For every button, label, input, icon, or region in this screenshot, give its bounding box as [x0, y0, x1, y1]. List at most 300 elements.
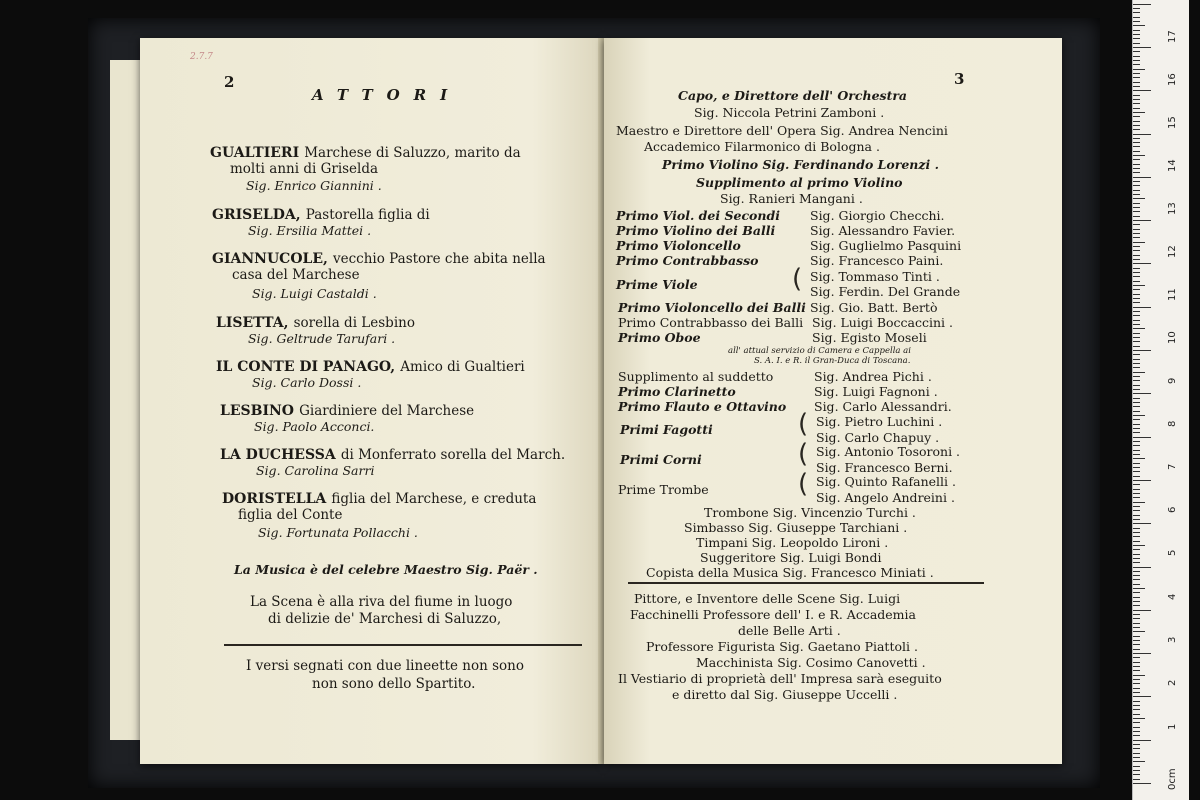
- ruler-tick: [1133, 679, 1140, 680]
- opera-director-line1: Maestro e Direttore dell' Opera Sig. Andrea Nencini: [616, 123, 948, 138]
- ruler-tick: [1133, 657, 1140, 658]
- ruler-tick: [1133, 428, 1140, 429]
- ruler-tick: [1133, 549, 1140, 550]
- ruler-tick: [1133, 393, 1151, 394]
- orchestra-role: Primo Violoncello dei Balli: [618, 300, 806, 315]
- ruler-tick: [1133, 688, 1140, 689]
- ruler-tick: [1133, 82, 1140, 83]
- ruler-tick: [1133, 463, 1140, 464]
- ruler-tick: [1133, 471, 1140, 472]
- ruler-tick: [1133, 696, 1151, 697]
- ruler-tick: [1133, 528, 1140, 529]
- library-stamp: 2.7.7: [190, 52, 213, 62]
- character-name: LISETTA,: [216, 315, 289, 331]
- character-entry: [210, 142, 521, 161]
- ruler-tick: [1133, 731, 1140, 732]
- actor-name: Sig. Fortunata Pollacchi .: [258, 525, 418, 540]
- ruler-tick: [1133, 367, 1140, 368]
- ruler-tick: [1133, 735, 1140, 736]
- ruler-tick: [1133, 116, 1140, 117]
- ruler-tick: [1133, 744, 1140, 745]
- ruler-tick: [1133, 86, 1140, 87]
- orchestra-member: Sig. Carlo Chapuy .: [816, 430, 940, 445]
- ruler-tick: [1133, 134, 1151, 135]
- first-violin: Primo Violino Sig. Ferdinando Lorenzi .: [662, 157, 939, 172]
- character-description: figlia del Marchese, e creduta: [331, 491, 537, 507]
- grouping-brace: (: [798, 409, 809, 439]
- orchestra-role: Primo Clarinetto: [618, 384, 736, 399]
- ruler-tick: [1133, 480, 1151, 481]
- ruler-tick: [1133, 558, 1140, 559]
- ruler-tick: [1133, 320, 1140, 321]
- ruler-number: 12: [1167, 245, 1178, 258]
- ruler-tick: [1133, 168, 1140, 169]
- ruler-tick: [1133, 259, 1140, 260]
- ruler-tick: [1133, 172, 1140, 173]
- opera-director-line2: Accademico Filarmonico di Bologna .: [644, 139, 880, 154]
- ruler-tick: [1133, 666, 1140, 667]
- ruler-tick: [1133, 653, 1151, 654]
- ruler-tick: [1133, 640, 1140, 641]
- ruler-tick: [1133, 25, 1145, 26]
- orchestra-member: Sig. Carlo Alessandri.: [814, 399, 952, 414]
- left-page: [140, 38, 602, 764]
- orchestra-role: Prime Viole: [616, 277, 698, 292]
- ruler-tick: [1133, 302, 1140, 303]
- orchestra-member: Sig. Pietro Luchini .: [816, 414, 943, 429]
- orchestra-role: Prime Trombe: [618, 482, 709, 497]
- ruler-tick: [1133, 328, 1145, 329]
- ruler-tick: [1133, 432, 1140, 433]
- orchestra-director-title: Capo, e Direttore dell' Orchestra: [678, 88, 908, 103]
- ruler-tick: [1133, 51, 1140, 52]
- ruler-tick: [1133, 398, 1140, 399]
- actor-name: Sig. Paolo Acconci.: [254, 419, 375, 434]
- ruler-tick: [1133, 216, 1140, 217]
- ruler-number: 7: [1167, 463, 1178, 470]
- character-name: LESBINO: [220, 403, 294, 419]
- ruler-number: 4: [1167, 593, 1178, 600]
- ruler-tick: [1133, 523, 1151, 524]
- character-entry: [222, 488, 536, 507]
- ruler-tick: [1133, 770, 1140, 771]
- page-heading: ATTORI: [312, 86, 462, 104]
- character-name: DORISTELLA: [222, 491, 327, 507]
- character-description-cont: figlia del Conte: [238, 507, 343, 523]
- ruler-tick: [1133, 103, 1140, 104]
- ruler-tick: [1133, 112, 1145, 113]
- ruler-tick: [1133, 359, 1140, 360]
- divider-rule: [224, 644, 582, 646]
- character-description: Giardiniere del Marchese: [299, 403, 475, 419]
- ruler-tick: [1133, 333, 1140, 334]
- ruler-tick: [1133, 584, 1140, 585]
- ruler-tick: [1133, 380, 1140, 381]
- orchestra-member: Sig. Alessandro Favier.: [810, 223, 956, 238]
- ruler-tick: [1133, 545, 1145, 546]
- ruler-tick: [1133, 761, 1145, 762]
- ruler-number: 11: [1167, 288, 1178, 301]
- ruler-tick: [1133, 125, 1140, 126]
- ruler-tick: [1133, 146, 1140, 147]
- character-entry: [212, 248, 546, 267]
- ruler-tick: [1133, 324, 1140, 325]
- actor-name: Sig. Luigi Castaldi .: [252, 286, 377, 301]
- ruler-tick: [1133, 181, 1140, 182]
- ruler-tick: [1133, 419, 1140, 420]
- ruler-tick: [1133, 406, 1140, 407]
- grouping-brace: (: [792, 264, 803, 294]
- ruler-tick: [1133, 95, 1140, 96]
- ruler-tick: [1133, 753, 1140, 754]
- orchestra-member: Sig. Francesco Paini.: [810, 253, 944, 268]
- ruler-tick: [1133, 385, 1140, 386]
- ruler-tick: [1133, 636, 1140, 637]
- ruler-tick: [1133, 718, 1145, 719]
- ruler-tick: [1133, 211, 1140, 212]
- divider-rule: [628, 582, 984, 584]
- ruler-tick: [1133, 541, 1140, 542]
- ruler-tick: [1133, 445, 1140, 446]
- orchestra-role: Primo Oboe: [618, 330, 701, 345]
- ruler-tick: [1133, 159, 1140, 160]
- ruler-tick: [1133, 77, 1140, 78]
- orchestra-member: Sig. Ferdin. Del Grande: [810, 284, 961, 299]
- character-name: GIANNUCOLE,: [212, 251, 328, 267]
- grouping-brace: (: [798, 469, 809, 499]
- orchestra-role: Primo Violoncello: [616, 238, 741, 253]
- grouping-brace: (: [798, 439, 809, 469]
- character-description: Pastorella figlia di: [305, 207, 430, 223]
- ruler-tick: [1133, 506, 1140, 507]
- ruler-tick: [1133, 709, 1140, 710]
- orchestra-member: Sig. Luigi Fagnoni .: [814, 384, 938, 399]
- ruler-tick: [1133, 519, 1140, 520]
- orchestra-director-name: Sig. Niccola Petrini Zamboni .: [694, 105, 885, 120]
- ruler-tick: [1133, 272, 1140, 273]
- ruler-tick: [1133, 484, 1140, 485]
- actor-name: Sig. Geltrude Tarufari .: [248, 331, 396, 346]
- ruler-tick: [1133, 597, 1140, 598]
- actor-name: Sig. Ersilia Mattei .: [248, 223, 372, 238]
- character-entry: [212, 204, 430, 223]
- ruler-tick: [1133, 502, 1145, 503]
- ruler-tick: [1133, 138, 1140, 139]
- ruler-tick: [1133, 198, 1145, 199]
- ruler-tick: [1133, 605, 1140, 606]
- character-name: IL CONTE DI PANAGO,: [216, 359, 396, 375]
- orchestra-role: Primo Viol. dei Secondi: [616, 208, 780, 223]
- ruler-tick: [1133, 748, 1140, 749]
- ruler-tick: [1133, 190, 1140, 191]
- ruler-tick: [1133, 705, 1140, 706]
- ruler-tick: [1133, 567, 1151, 568]
- ruler-tick: [1133, 194, 1140, 195]
- ruler-tick: [1133, 588, 1145, 589]
- orchestra-role: Primi Corni: [620, 452, 702, 467]
- ruler-tick: [1133, 627, 1140, 628]
- ruler-tick: [1133, 467, 1140, 468]
- ruler-tick: [1133, 108, 1140, 109]
- ruler-tick: [1133, 372, 1145, 373]
- character-description-cont: casa del Marchese: [232, 267, 360, 283]
- ruler-tick: [1133, 454, 1140, 455]
- scenery-line2: Facchinelli Professore dell' I. e R. Accademia: [630, 607, 916, 622]
- ruler-tick: [1133, 623, 1140, 624]
- ruler-tick: [1133, 8, 1140, 9]
- ruler-tick: [1133, 683, 1140, 684]
- ruler-number: 9: [1167, 377, 1178, 384]
- ruler-tick: [1133, 90, 1151, 91]
- ruler-tick: [1133, 177, 1151, 178]
- actor-name: Sig. Enrico Giannini .: [246, 178, 382, 193]
- ruler-tick: [1133, 151, 1140, 152]
- stage-machinist: Macchinista Sig. Cosimo Canovetti .: [696, 655, 926, 670]
- footnote-line2: non sono dello Spartito.: [312, 676, 476, 692]
- character-entry: [220, 444, 565, 463]
- ruler-tick: [1133, 307, 1151, 308]
- character-entry: [216, 312, 415, 331]
- ruler-tick: [1133, 722, 1140, 723]
- orchestra-member: Sig. Giorgio Checchi.: [810, 208, 945, 223]
- orchestra-role: Primo Contrabbasso: [616, 253, 759, 268]
- ruler-number: 6: [1167, 506, 1178, 513]
- ruler-tick: [1133, 17, 1140, 18]
- service-note-line1: all' attual servizio di Camera e Cappella ai: [728, 346, 911, 356]
- ruler-tick: [1133, 701, 1140, 702]
- footnote-line1: I versi segnati con due lineette non sono: [246, 658, 524, 674]
- ruler-tick: [1133, 510, 1140, 511]
- ruler-tick: [1133, 164, 1140, 165]
- ruler-tick: [1133, 670, 1140, 671]
- ruler-tick: [1133, 562, 1140, 563]
- ruler-tick: [1133, 268, 1140, 269]
- service-note-line2: S. A. I. e R. il Gran-Duca di Toscana.: [754, 356, 911, 366]
- ruler-tick: [1133, 203, 1140, 204]
- ruler-tick: [1133, 554, 1140, 555]
- ruler-tick: [1133, 155, 1145, 156]
- first-violin-substitute-name: Sig. Ranieri Mangani .: [720, 191, 863, 206]
- ruler-tick: [1133, 142, 1140, 143]
- ruler-tick: [1133, 740, 1151, 741]
- ruler-number: 17: [1167, 30, 1178, 43]
- page-number-right: 3: [954, 70, 965, 88]
- orchestra-member: Sig. Guglielmo Pasquini: [810, 238, 962, 253]
- orchestra-role: Primo Contrabbasso dei Balli: [618, 315, 804, 330]
- costumes-line1: Il Vestiario di proprietà dell' Impresa sarà eseguito: [618, 671, 942, 686]
- ruler-tick: [1133, 363, 1140, 364]
- ruler-tick: [1133, 614, 1140, 615]
- ruler-tick: [1133, 389, 1140, 390]
- ruler-tick: [1133, 424, 1140, 425]
- ruler-tick: [1133, 662, 1140, 663]
- ruler-tick: [1133, 250, 1140, 251]
- ruler-tick: [1133, 727, 1140, 728]
- ruler-tick: [1133, 714, 1140, 715]
- character-description: Marchese di Saluzzo, marito da: [304, 145, 521, 161]
- ruler-tick: [1133, 766, 1140, 767]
- ruler-tick: [1133, 497, 1140, 498]
- orchestra-role: Primo Violino dei Balli: [616, 223, 776, 238]
- orchestra-member: Sig. Egisto Moseli: [812, 330, 927, 345]
- ruler-tick: [1133, 311, 1140, 312]
- character-name: GRISELDA,: [212, 207, 301, 223]
- ruler-tick: [1133, 281, 1140, 282]
- ruler-tick: [1133, 129, 1140, 130]
- ruler-tick: [1133, 263, 1151, 264]
- character-description: di Monferrato sorella del March.: [340, 447, 566, 463]
- character-description: vecchio Pastore che abita nella: [333, 251, 546, 267]
- ruler-number: 8: [1167, 420, 1178, 427]
- orchestra-member: Sig. Luigi Boccaccini .: [812, 315, 953, 330]
- ruler-tick: [1133, 276, 1140, 277]
- ruler-tick: [1133, 774, 1140, 775]
- orchestra-member: Sig. Gio. Batt. Bertò: [810, 300, 938, 315]
- ruler-number: 10: [1167, 331, 1178, 344]
- right-page: [604, 38, 1062, 764]
- ruler-tick: [1133, 56, 1140, 57]
- ruler-tick: [1133, 571, 1140, 572]
- trombone: Trombone Sig. Vincenzio Turchi .: [704, 505, 916, 520]
- costumes-line2: e diretto dal Sig. Giuseppe Uccelli .: [672, 687, 898, 702]
- ruler-tick: [1133, 341, 1140, 342]
- ruler-tick: [1133, 47, 1151, 48]
- ruler-tick: [1133, 441, 1140, 442]
- page-number-left: 2: [224, 73, 235, 91]
- ruler-tick: [1133, 337, 1140, 338]
- timpani: Timpani Sig. Leopoldo Lironi .: [696, 535, 889, 550]
- orchestra-role: Primo Flauto e Ottavino: [618, 399, 787, 414]
- ruler-tick: [1133, 415, 1145, 416]
- orchestra-member: Sig. Tommaso Tinti .: [810, 269, 940, 284]
- ruler-unit-label: 0cm: [1167, 768, 1178, 790]
- first-violin-substitute-title: Supplimento al primo Violino: [696, 175, 903, 190]
- ruler-tick: [1133, 60, 1140, 61]
- ruler-tick: [1133, 618, 1140, 619]
- character-description: sorella di Lesbino: [293, 315, 415, 331]
- ruler-tick: [1133, 12, 1140, 13]
- character-name: LA DUCHESSA: [220, 447, 336, 463]
- ruler-tick: [1133, 515, 1140, 516]
- ruler-tick: [1133, 21, 1140, 22]
- ruler-tick: [1133, 255, 1140, 256]
- ruler-tick: [1133, 675, 1145, 676]
- ruler-tick: [1133, 315, 1140, 316]
- ruler-tick: [1133, 450, 1140, 451]
- ruler-tick: [1133, 354, 1140, 355]
- ruler-tick: [1133, 73, 1140, 74]
- ruler-tick: [1133, 536, 1140, 537]
- ruler-tick: [1133, 532, 1140, 533]
- orchestra-member: Sig. Quinto Rafanelli .: [816, 474, 956, 489]
- orchestra-member: Sig. Antonio Tosoroni .: [816, 444, 961, 459]
- prompter: Suggeritore Sig. Luigi Bondi: [700, 550, 882, 565]
- orchestra-member: Sig. Francesco Berni.: [816, 460, 953, 475]
- ruler-tick: [1133, 649, 1140, 650]
- ruler-tick: [1133, 779, 1140, 780]
- ruler-tick: [1133, 610, 1151, 611]
- ruler-tick: [1133, 783, 1151, 784]
- character-name: GUALTIERI: [210, 145, 300, 161]
- ruler-tick: [1133, 34, 1140, 35]
- ruler-tick: [1133, 4, 1151, 5]
- ruler-tick: [1133, 233, 1140, 234]
- scenery-line1: Pittore, e Inventore delle Scene Sig. Luigi: [634, 591, 901, 606]
- ruler-tick: [1133, 575, 1140, 576]
- ruler-number: 3: [1167, 636, 1178, 643]
- ruler-tick: [1133, 289, 1140, 290]
- ruler-tick: [1133, 493, 1140, 494]
- ruler-tick: [1133, 229, 1140, 230]
- ruler-tick: [1133, 64, 1140, 65]
- ruler-tick: [1133, 592, 1140, 593]
- ruler-tick: [1133, 692, 1140, 693]
- ruler-tick: [1133, 298, 1140, 299]
- ruler-tick: [1133, 437, 1151, 438]
- ruler-tick: [1133, 242, 1145, 243]
- scenery-line3: delle Belle Arti .: [738, 623, 841, 638]
- simbasso: Simbasso Sig. Giuseppe Tarchiani .: [684, 520, 908, 535]
- ruler-tick: [1133, 220, 1151, 221]
- character-entry: [220, 400, 474, 419]
- ruler-number: 13: [1167, 202, 1178, 215]
- scene-setting-line2: di delizie de' Marchesi di Saluzzo,: [268, 611, 502, 627]
- orchestra-member: Sig. Angelo Andreini .: [816, 490, 955, 505]
- music-copyist: Copista della Musica Sig. Francesco Miniati .: [646, 565, 934, 580]
- ruler-number: 15: [1167, 116, 1178, 129]
- ruler-tick: [1133, 476, 1140, 477]
- ruler-number: 5: [1167, 549, 1178, 556]
- ruler-tick: [1133, 43, 1140, 44]
- character-entry: [216, 356, 525, 375]
- ruler-tick: [1133, 346, 1140, 347]
- ruler-tick: [1133, 411, 1140, 412]
- ruler-tick: [1133, 601, 1140, 602]
- ruler-number: 14: [1167, 159, 1178, 172]
- ruler-number: 2: [1167, 679, 1178, 686]
- figure-painter: Professore Figurista Sig. Gaetano Piattoli .: [646, 639, 918, 654]
- orchestra-member: Sig. Andrea Pichi .: [814, 369, 932, 384]
- ruler-tick: [1133, 207, 1140, 208]
- ruler-number: 16: [1167, 73, 1178, 86]
- ruler-tick: [1133, 402, 1140, 403]
- ruler-tick: [1133, 644, 1140, 645]
- ruler-tick: [1133, 246, 1140, 247]
- ruler-tick: [1133, 757, 1140, 758]
- ruler-tick: [1133, 69, 1145, 70]
- ruler-tick: [1133, 376, 1140, 377]
- character-description-cont: molti anni di Griselda: [230, 161, 379, 177]
- ruler-tick: [1133, 185, 1140, 186]
- scene-setting-line1: La Scena è alla riva del fiume in luogo: [250, 594, 513, 610]
- ruler-tick: [1133, 224, 1140, 225]
- ruler-tick: [1133, 579, 1140, 580]
- ruler-tick: [1133, 350, 1151, 351]
- orchestra-role: Primi Fagotti: [620, 422, 713, 437]
- ruler-tick: [1133, 38, 1140, 39]
- ruler-tick: [1133, 294, 1140, 295]
- ruler-tick: [1133, 237, 1140, 238]
- ruler-number: 1: [1167, 723, 1178, 730]
- character-description: Amico di Gualtieri: [400, 359, 525, 375]
- actor-name: Sig. Carolina Sarri: [256, 463, 375, 478]
- music-credit: La Musica è del celebre Maestro Sig. Paër .: [234, 562, 538, 577]
- ruler-tick: [1133, 99, 1140, 100]
- ruler-tick: [1133, 631, 1145, 632]
- actor-name: Sig. Carlo Dossi .: [252, 375, 362, 390]
- orchestra-role: Supplimento al suddetto: [618, 369, 774, 384]
- ruler-tick: [1133, 121, 1140, 122]
